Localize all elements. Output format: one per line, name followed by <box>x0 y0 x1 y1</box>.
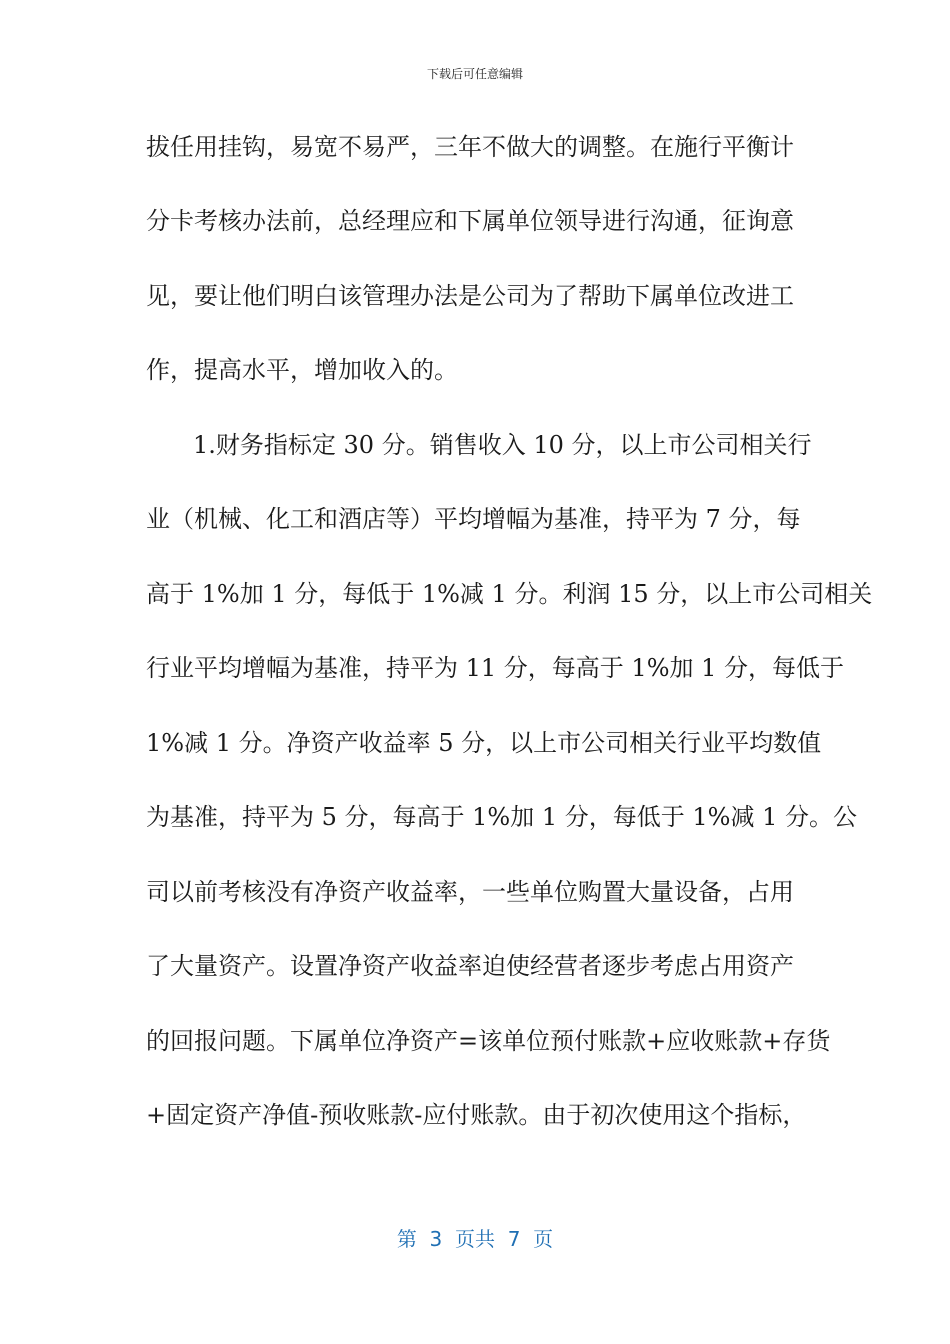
text-line: 业（机械、化工和酒店等）平均增幅为基准，持平为 7 分，每 <box>146 505 801 533</box>
text-line: 高于 1%加 1 分，每低于 1%减 1 分。利润 15 分，以上市公司相关 <box>146 580 873 608</box>
text-line: 为基准，持平为 5 分，每高于 1%加 1 分，每低于 1%减 1 分。公 <box>146 803 857 831</box>
text-line: +固定资产净值-预收账款-应付账款。由于初次使用这个指标， <box>146 1101 807 1129</box>
page-header: 下载后可任意编辑 <box>426 67 523 81</box>
text-line: 拔任用挂钩，易宽不易严，三年不做大的调整。在施行平衡计 <box>146 133 794 161</box>
text-line: 了大量资产。设置净资产收益率迫使经营者逐步考虑占用资产 <box>146 952 794 980</box>
text-line: 行业平均增幅为基准，持平为 11 分，每高于 1%加 1 分，每低于 <box>146 654 845 682</box>
text-line: 分卡考核办法前，总经理应和下属单位领导进行沟通，征询意 <box>146 207 794 235</box>
text-line: 1%减 1 分。净资产收益率 5 分，以上市公司相关行业平均数值 <box>146 729 822 757</box>
text-line: 见，要让他们明白该管理办法是公司为了帮助下属单位改进工 <box>146 282 794 310</box>
text-line: 的回报问题。下属单位净资产=该单位预付账款+应收账款+存货 <box>146 1027 831 1055</box>
page-number-footer: 第 3 页共 7 页 <box>396 1227 554 1251</box>
text-line: 作，提高水平，增加收入的。 <box>146 356 458 384</box>
text-line: 1.财务指标定 30 分。销售收入 10 分，以上市公司相关行 <box>193 431 812 459</box>
text-line: 司以前考核没有净资产收益率，一些单位购置大量设备，占用 <box>146 878 794 906</box>
